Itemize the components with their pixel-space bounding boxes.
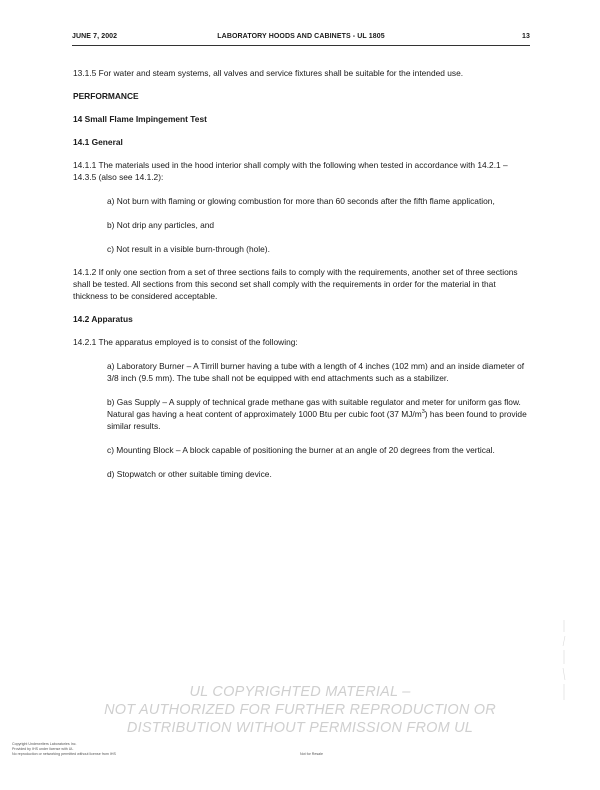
superscript-3: 3 — [421, 409, 425, 416]
watermark-line-3: DISTRIBUTION WITHOUT PERMISSION FROM UL — [126, 720, 474, 736]
header-page-number: 13 — [522, 33, 530, 40]
document-body — [73, 67, 531, 480]
section-14-2-heading: 14.2 Apparatus — [73, 314, 133, 324]
page-header — [72, 33, 530, 45]
apparatus-item-a: a) Laboratory Burner – A Tirrill burner having a tube with a length of 4 inches (102 mm) and an inside diameter of 3/8 inch (9.5 mm). The tube shall not be equipped with end attachments such as a stabilizer. — [107, 361, 525, 383]
list-item-c: c) Not result in a visible burn-through (hole). — [107, 244, 270, 254]
footer-license — [12, 742, 116, 757]
watermark-line-1: UL COPYRIGHTED MATERIAL – — [189, 684, 411, 700]
paragraph-14-1-1: 14.1.1 The materials used in the hood interior shall comply with the following when tested in accordance with 14.2.1 – 14.3.5 (also see 14.1.2): — [73, 160, 508, 182]
apparatus-item-c: c) Mounting Block – A block capable of positioning the burner at an angle of 20 degrees from the vertical. — [107, 445, 495, 455]
list-item-b: b) Not drip any particles, and — [107, 220, 215, 230]
paragraph-14-1-2: 14.1.2 If only one section from a set of three sections fails to comply with the requirements, another set of three sections shall be tested. All sections from this second set shall comply with the requirements in order for the material in that thickness to be considered acceptable. — [73, 267, 518, 301]
header-title: LABORATORY HOODS AND CABINETS - UL 1805 — [217, 33, 385, 40]
section-14-1-heading: 14.1 General — [73, 137, 123, 147]
footer-resale: Not for Resale — [300, 752, 323, 756]
header-rule — [72, 45, 530, 46]
apparatus-item-b-text: b) Gas Supply – A supply of technical grade methane gas with suitable regulator and meter for uniform gas flow. Natural gas having a heat content of approximately 1000 Btu per cubic foot (37 MJ/m — [107, 397, 521, 419]
footer-provider: Provided by IHS under license with UL — [12, 747, 74, 751]
apparatus-item-d: d) Stopwatch or other suitable timing device. — [107, 469, 272, 479]
watermark-line-2: NOT AUTHORIZED FOR FURTHER REPRODUCTION OR — [104, 702, 496, 718]
footer-copyright: Copyright Underwriters Laboratories Inc. — [12, 742, 77, 746]
header-date: JUNE 7, 2002 — [72, 33, 118, 40]
apparatus-item-b — [73, 396, 531, 432]
apparatus-item-b-end: ) has been found to provide similar results. — [107, 409, 527, 431]
performance-heading: PERFORMANCE — [73, 91, 139, 101]
footer-restriction: No reproduction or networking permitted without license from IHS — [12, 752, 116, 756]
paragraph-13-1-5: 13.1.5 For water and steam systems, all valves and service fixtures shall be suitable for the intended use. — [73, 68, 464, 78]
paragraph-14-2-1: 14.2.1 The apparatus employed is to consist of the following: — [73, 337, 298, 347]
list-item-a: a) Not burn with flaming or glowing combustion for more than 60 seconds after the fifth flame application, — [107, 196, 495, 206]
section-14-heading: 14 Small Flame Impingement Test — [73, 114, 207, 124]
copyright-watermark — [0, 683, 600, 737]
